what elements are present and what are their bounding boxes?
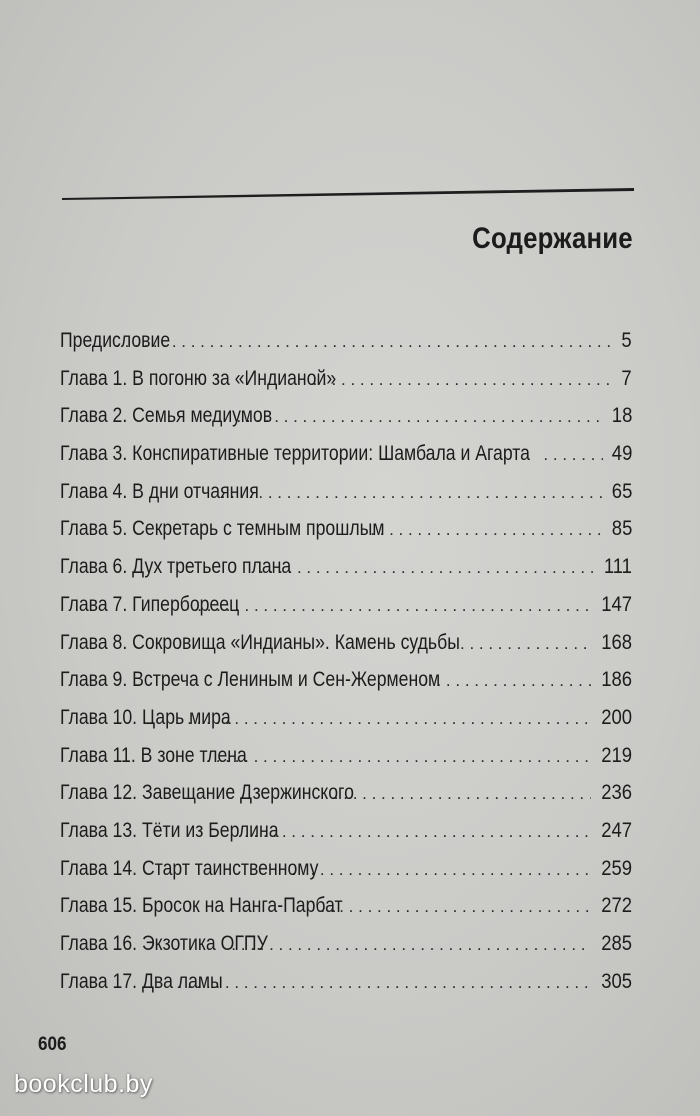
dot-leader bbox=[259, 549, 594, 587]
header-rule bbox=[62, 186, 634, 204]
toc-entry-page: 85 bbox=[611, 517, 632, 541]
dot-leader bbox=[115, 323, 614, 361]
dot-leader bbox=[370, 511, 602, 549]
toc-entry bbox=[60, 397, 632, 435]
toc-entry-title: Глава 7. Гипербореец bbox=[60, 592, 240, 616]
toc-entry-title: Глава 12. Завещание Дзержинского bbox=[60, 781, 354, 805]
toc-entry bbox=[60, 624, 632, 662]
toc-entry-page: 111 bbox=[603, 555, 632, 579]
toc-entry bbox=[60, 473, 632, 511]
toc-entry-page: 219 bbox=[601, 743, 632, 767]
toc-entry bbox=[60, 435, 632, 473]
toc-entry-page: 147 bbox=[601, 592, 632, 616]
toc-entry-title: Глава 6. Дух третьего плана bbox=[60, 555, 292, 579]
toc-entry-page: 7 bbox=[621, 366, 632, 390]
dot-leader bbox=[543, 436, 602, 474]
toc-entry bbox=[60, 548, 632, 586]
toc-entry-page: 65 bbox=[611, 479, 632, 503]
toc-entry bbox=[60, 737, 632, 775]
dot-leader bbox=[320, 888, 591, 926]
page-title: Содержание bbox=[472, 222, 633, 255]
toc-entry-title: Глава 5. Секретарь с темным прошлым bbox=[60, 517, 385, 541]
toc-entry bbox=[60, 850, 632, 888]
page-number: 606 bbox=[38, 1034, 67, 1055]
table-of-contents bbox=[60, 322, 632, 1000]
toc-entry-page: 272 bbox=[601, 894, 632, 918]
toc-entry-title: Предисловие bbox=[60, 329, 171, 352]
toc-entry-title: Глава 9. Встреча с Лениным и Сен-Жерменом bbox=[60, 668, 441, 692]
toc-entry-page: 200 bbox=[601, 705, 632, 729]
toc-entry-title: Глава 8. Сокровища «Индианы». Камень судьбы bbox=[60, 630, 460, 654]
toc-entry bbox=[60, 925, 632, 963]
toc-entry bbox=[60, 510, 632, 548]
toc-entry bbox=[60, 661, 632, 699]
toc-entry-title: Глава 4. В дни отчаяния bbox=[60, 479, 259, 503]
dot-leader bbox=[334, 775, 591, 813]
dot-leader bbox=[460, 625, 591, 663]
toc-entry bbox=[60, 322, 632, 360]
dot-leader bbox=[178, 964, 591, 1002]
toc-entry-title: Глава 2. Семья медиумов bbox=[60, 404, 273, 428]
toc-entry-title: Глава 17. Два ламы bbox=[60, 969, 223, 993]
toc-entry-title: Глава 10. Царь мира bbox=[60, 705, 231, 729]
dot-leader bbox=[197, 587, 591, 625]
dot-leader bbox=[244, 813, 591, 851]
toc-entry bbox=[60, 774, 632, 812]
dot-leader bbox=[231, 926, 591, 964]
dot-leader bbox=[236, 398, 602, 436]
toc-entry-page: 236 bbox=[601, 781, 632, 805]
toc-entry-title: Глава 14. Старт таинственному bbox=[60, 856, 319, 880]
toc-entry-title: Глава 15. Бросок на Нанга-Парбат bbox=[60, 894, 343, 918]
toc-entry-page: 305 bbox=[601, 969, 632, 993]
toc-entry bbox=[60, 699, 632, 737]
toc-entry-title: Глава 13. Тёти из Берлина bbox=[60, 818, 279, 842]
dot-leader bbox=[292, 851, 591, 889]
toc-entry-page: 285 bbox=[601, 932, 632, 955]
toc-entry-page: 186 bbox=[601, 668, 632, 692]
toc-entry-page: 259 bbox=[601, 856, 632, 880]
toc-entry-page: 49 bbox=[611, 442, 632, 466]
dot-leader bbox=[436, 662, 590, 700]
toc-entry bbox=[60, 963, 632, 1001]
toc-entry-title: Глава 16. Экзотика ОГПУ bbox=[60, 932, 268, 955]
toc-entry bbox=[60, 586, 632, 624]
toc-entry-title: Глава 11. В зоне тлена bbox=[60, 743, 247, 767]
toc-entry-title: Глава 3. Конспиративные территории: Шамбала и Агарта bbox=[60, 442, 530, 466]
toc-entry-page: 168 bbox=[601, 630, 632, 654]
toc-entry-page: 5 bbox=[621, 329, 632, 352]
dot-leader bbox=[206, 738, 591, 776]
toc-entry-title: Глава 1. В погоню за «Индианой» bbox=[60, 366, 337, 390]
toc-entry bbox=[60, 887, 632, 925]
toc-entry-page: 18 bbox=[611, 404, 632, 428]
toc-entry-page: 247 bbox=[601, 818, 632, 842]
dot-leader bbox=[221, 474, 603, 512]
toc-entry bbox=[60, 812, 632, 850]
toc-entry bbox=[60, 360, 632, 398]
dot-leader bbox=[187, 700, 591, 738]
watermark: bookclub.by bbox=[14, 1070, 153, 1098]
dot-leader bbox=[313, 361, 615, 399]
